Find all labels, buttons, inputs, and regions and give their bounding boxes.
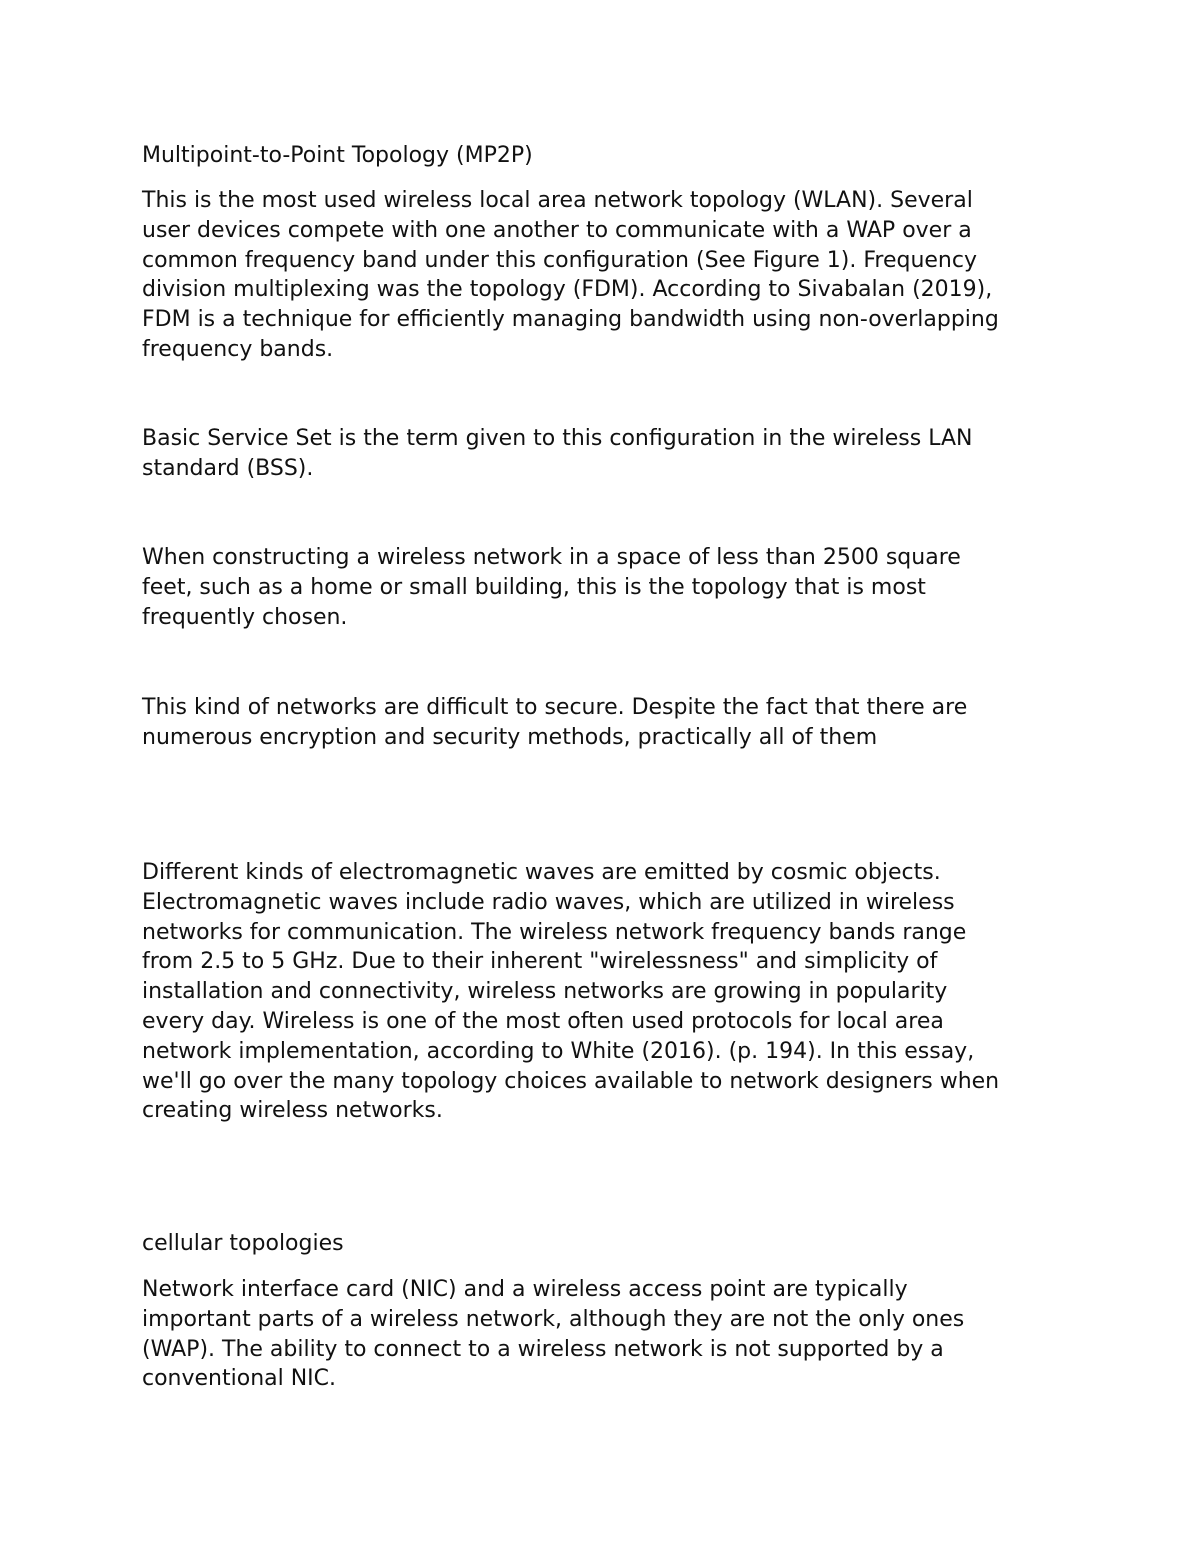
section-heading-cellular: cellular topologies — [142, 1231, 344, 1256]
paragraph-security: This kind of networks are difficult to secure. Despite the fact that there are numerous encryption and security methods, practically all of them — [142, 695, 968, 750]
paragraph-home-topology: When constructing a wireless network in a space of less than 2500 square feet, such as a home or small building, this is the topology that is most frequently chosen. — [142, 545, 961, 630]
paragraph-electromagnetic-waves: Different kinds of electromagnetic waves are emitted by cosmic objects. Electromagnetic waves include radio waves, which are utilized in wireless networks for communication. The wireless network frequency bands range from 2.5 to 5 GHz. Due to their inherent "wirelessness" and simplicity of installation and connectivity, wireless networks are growing in popularity every day. Wireless is one of the most often used protocols for local area network implementation, according to White (2016). (p. 194). In this essay, we'll go over the many topology choices available to network designers when creating wireless networks. — [142, 860, 1000, 1124]
paragraph-wlan-topology: This is the most used wireless local area network topology (WLAN). Several user devices compete with one another to communicate with a WAP over a common frequency band under this configuration (See Figure 1). Frequency division multiplexing was the topology (FDM). According to Sivabalan (2019), FDM is a technique for efficiently managing bandwidth using non-overlapping frequency bands. — [142, 188, 999, 362]
paragraph-basic-service-set: Basic Service Set is the term given to this configuration in the wireless LAN standard (BSS). — [142, 426, 973, 481]
section-heading-mp2p: Multipoint-to-Point Topology (MP2P) — [142, 143, 533, 168]
paragraph-nic: Network interface card (NIC) and a wireless access point are typically important parts of a wireless network, although they are not the only ones (WAP). The ability to connect to a wireless network is not supported by a conventional NIC. — [142, 1277, 965, 1392]
